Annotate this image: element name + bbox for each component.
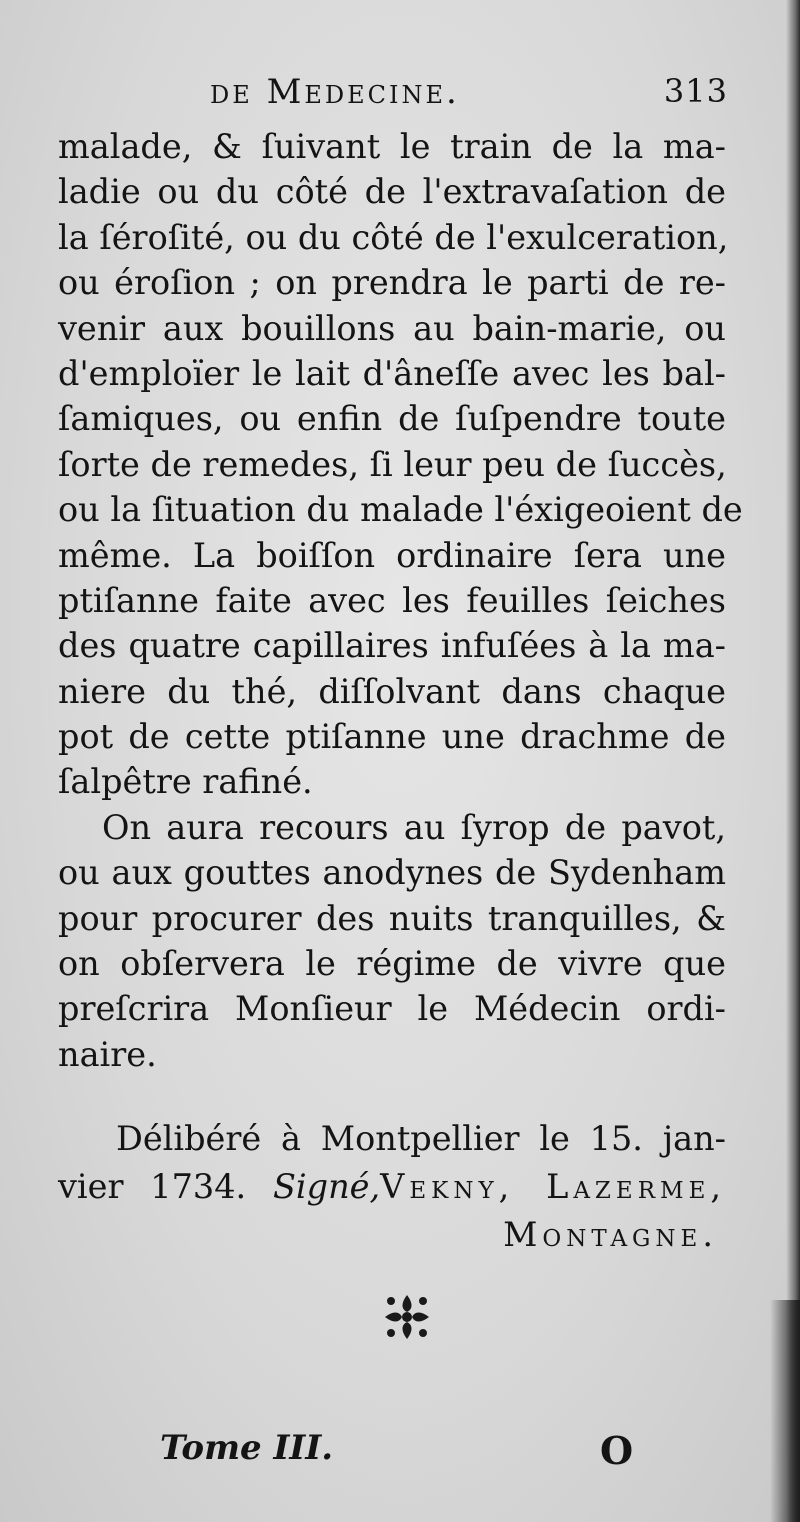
signe-label: Signé, bbox=[272, 1167, 381, 1206]
page-number: 313 bbox=[663, 72, 728, 110]
text-line: pour procurer des nuits tranquilles, & bbox=[58, 898, 726, 938]
page-edge-shadow-bottom bbox=[770, 1300, 800, 1522]
volume-signature: Tome III. bbox=[160, 1428, 334, 1468]
text-line: On aura recours au ſyrop de pavot, bbox=[102, 807, 726, 847]
closing-line: Délibéré à Montpellier le 15. jan- bbox=[116, 1119, 726, 1158]
text-line: ſalpêtre rafiné. bbox=[58, 762, 313, 802]
gathering-mark: O bbox=[600, 1428, 634, 1473]
page-header bbox=[60, 72, 740, 122]
text-line: ptiſanne faite avec les feuilles ſeiches bbox=[58, 580, 726, 620]
running-title: de Medecine. bbox=[210, 72, 460, 112]
fleuron-ornament-icon bbox=[381, 1291, 433, 1343]
signatory-last: Montagne. bbox=[503, 1215, 718, 1254]
text-line: ſorte de remedes, ſi leur peu de ſuccès, bbox=[58, 444, 727, 484]
text-line: niere du thé, diſſolvant dans chaque bbox=[58, 671, 726, 711]
text-line: des quatre capillaires infuſées à la ma- bbox=[58, 626, 726, 666]
text-line: on obſervera le régime de vivre que bbox=[58, 944, 726, 984]
main-text bbox=[58, 124, 743, 1077]
page-edge-shadow bbox=[786, 0, 800, 1522]
text-line: la ſéroſité, ou du côté de l'exulceration, bbox=[58, 217, 729, 257]
closing-line-2 bbox=[58, 1163, 726, 1211]
text-line: ladie ou du côté de l'extravaſation de bbox=[58, 172, 726, 212]
text-line: naire. bbox=[58, 1034, 157, 1074]
date-text: vier 1734. bbox=[58, 1167, 247, 1206]
text-line: d'emploïer le lait d'âneſſe avec les bal- bbox=[58, 353, 726, 393]
text-line: ou la ſituation du malade l'éxigeoient de bbox=[58, 490, 743, 530]
text-line: pot de cette ptiſanne une drachme de bbox=[58, 717, 726, 757]
text-line: malade, & ſuivant le train de la ma- bbox=[58, 127, 726, 166]
closing-block bbox=[58, 1115, 726, 1259]
text-line: preſcrira Monſieur le Médecin ordi- bbox=[58, 989, 726, 1029]
signatories: Vekny, Lazerme, bbox=[380, 1167, 727, 1206]
text-line: ou éroſion ; on prendra le parti de re- bbox=[58, 263, 726, 303]
text-line: ou aux gouttes anodynes de Sydenham bbox=[58, 853, 726, 893]
text-line: venir aux bouillons au bain-marie, ou bbox=[58, 308, 726, 348]
text-line: ſamiques, ou enfin de ſuſpendre toute bbox=[58, 399, 726, 439]
text-line: même. La boiſſon ordinaire ſera une bbox=[58, 535, 726, 575]
